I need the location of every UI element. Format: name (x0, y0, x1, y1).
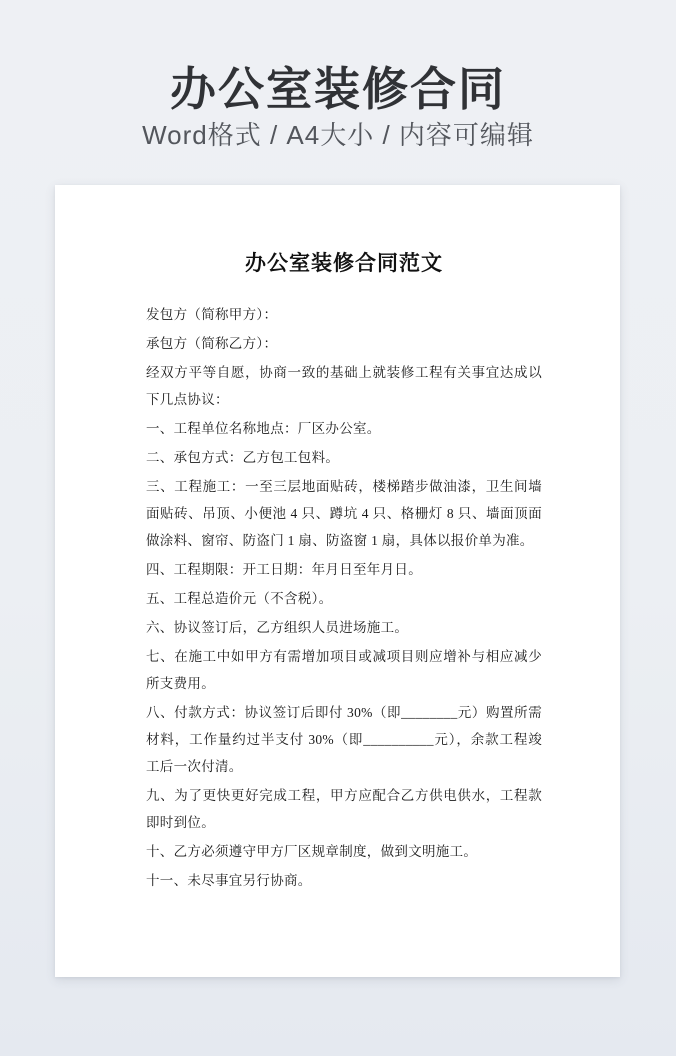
document-page (55, 185, 620, 977)
contract-clause-4: 四、工程期限：开工日期：年月日至年月日。 (146, 562, 422, 577)
contract-clause-5: 五、工程总造价元（不含税）。 (146, 591, 333, 606)
contract-clause-6: 六、协议签订后，乙方组织人员进场施工。 (146, 620, 409, 635)
contract-paragraph-party-a: 发包方（简称甲方）： (146, 307, 278, 322)
contract-clause-3: 三、工程施工：一至三层地面贴砖，楼梯踏步做油漆，卫生间墙面贴砖、吊顶、小便池 4 只、蹲坑 4 只、格栅灯 8 只、墙面顶面做涂料、窗帘、防盗门 1 扇、防盗窗 1 扇，具体以报价单为准。 (146, 479, 542, 548)
contract-clause-2: 二、承包方式：乙方包工包料。 (146, 450, 340, 465)
contract-clause-8: 八、付款方式：协议签订后即付 30%（即________元）购置所需材料，工作量约过半支付 30%（即__________元），余款工程竣工后一次付清。 (146, 705, 542, 774)
contract-clause-9: 九、为了更快更好完成工程，甲方应配合乙方供电供水，工程款即时到位。 (146, 788, 542, 830)
document-body (146, 301, 542, 894)
document-title: 办公室装修合同范文 (245, 251, 443, 275)
contract-clause-1: 一、工程单位名称地点：厂区办公室。 (146, 421, 381, 436)
banner-title: 办公室装修合同 (170, 63, 506, 115)
contract-paragraph-party-b: 承包方（简称乙方）： (146, 336, 278, 351)
contract-clause-10: 十、乙方必须遵守甲方厂区规章制度，做到文明施工。 (146, 844, 478, 859)
banner-subtitle: Word格式 / A4大小 / 内容可编辑 (142, 120, 534, 151)
contract-clause-7: 七、在施工中如甲方有需增加项目或减项目则应增补与相应减少所支费用。 (146, 649, 542, 691)
contract-clause-11: 十一、未尽事宜另行协商。 (146, 873, 312, 888)
contract-paragraph-preamble: 经双方平等自愿，协商一致的基础上就装修工程有关事宜达成以下几点协议： (146, 365, 542, 407)
banner (0, 0, 676, 150)
